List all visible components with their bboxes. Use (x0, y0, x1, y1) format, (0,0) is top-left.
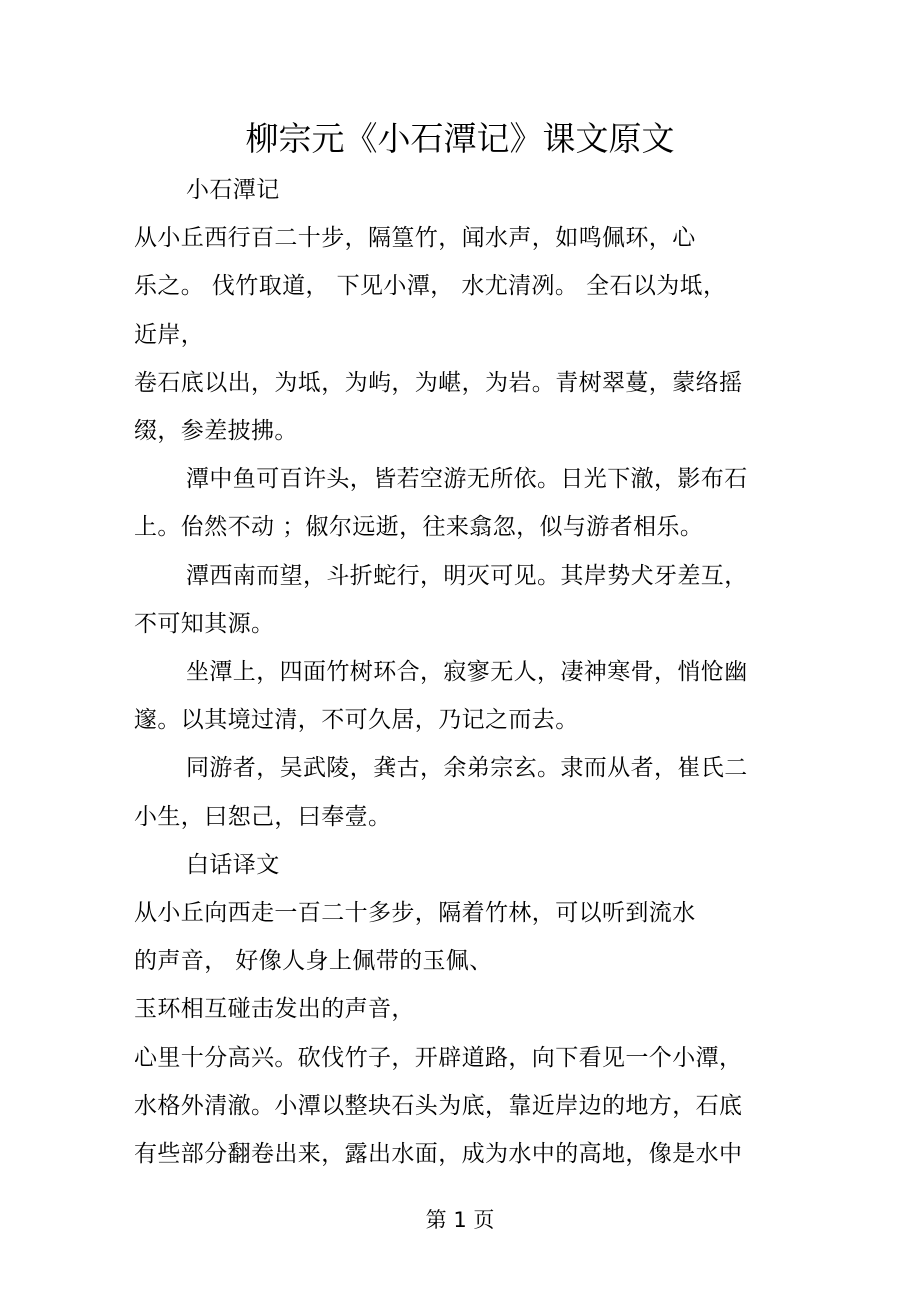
text-line: 潭中鱼可百许头，皆若空游无所依。日光下澈，影布石 (186, 466, 748, 492)
text-line: 近岸， (134, 322, 205, 348)
text-line: 缀，参差披拂。 (134, 418, 298, 444)
text-line: 卷石底以出，为坻，为屿，为嵁，为岩。青树翠蔓，蒙络摇 (134, 370, 743, 396)
text-line: 上。佁然不动 ；俶尔远逝，往来翕忽，似与游者相乐。 (134, 514, 704, 540)
translation-heading: 白话译文 (186, 852, 280, 878)
original-heading: 小石潭记 (186, 177, 280, 203)
text-line: 心里十分高兴。砍伐竹子，开辟道路，向下看见一个小潭， (134, 1045, 743, 1071)
text-line: 从小丘向西走一百二十多步，隔着竹林，可以听到流水 (134, 900, 696, 926)
document-title: 柳宗元《小石潭记》课文原文 (245, 119, 675, 158)
text-line: 水格外清澈。小潭以整块石头为底，靠近岸边的地方，石底 (134, 1093, 743, 1119)
text-line: 坐潭上，四面竹树环合，寂寥无人，凄神寒骨，悄怆幽 (186, 659, 748, 685)
text-line: 不可知其源。 (134, 611, 275, 637)
text-line: 的声音， 好像人身上佩带的玉佩、 (134, 948, 493, 974)
page-number: 第 1 页 (425, 1208, 495, 1232)
text-line: 玉环相互碰击发出的声音， (134, 996, 415, 1022)
text-line: 同游者，吴武陵，龚古，余弟宗玄。隶而从者，崔氏二 (186, 755, 748, 781)
text-line: 从小丘西行百二十步，隔篁竹，闻水声，如鸣佩环，心 (134, 225, 696, 251)
text-line: 小生，曰恕己，曰奉壹。 (134, 804, 392, 830)
text-line: 邃。以其境过清，不可久居，乃记之而去。 (134, 707, 579, 733)
text-line: 有些部分翻卷出来，露出水面，成为水中的高地，像是水中 (134, 1141, 743, 1167)
text-line: 乐之。 伐竹取道， 下见小潭， 水尤清冽。 全石以为坻， (134, 273, 727, 299)
text-line: 潭西南而望，斗折蛇行，明灭可见。其岸势犬牙差互， (186, 563, 748, 589)
